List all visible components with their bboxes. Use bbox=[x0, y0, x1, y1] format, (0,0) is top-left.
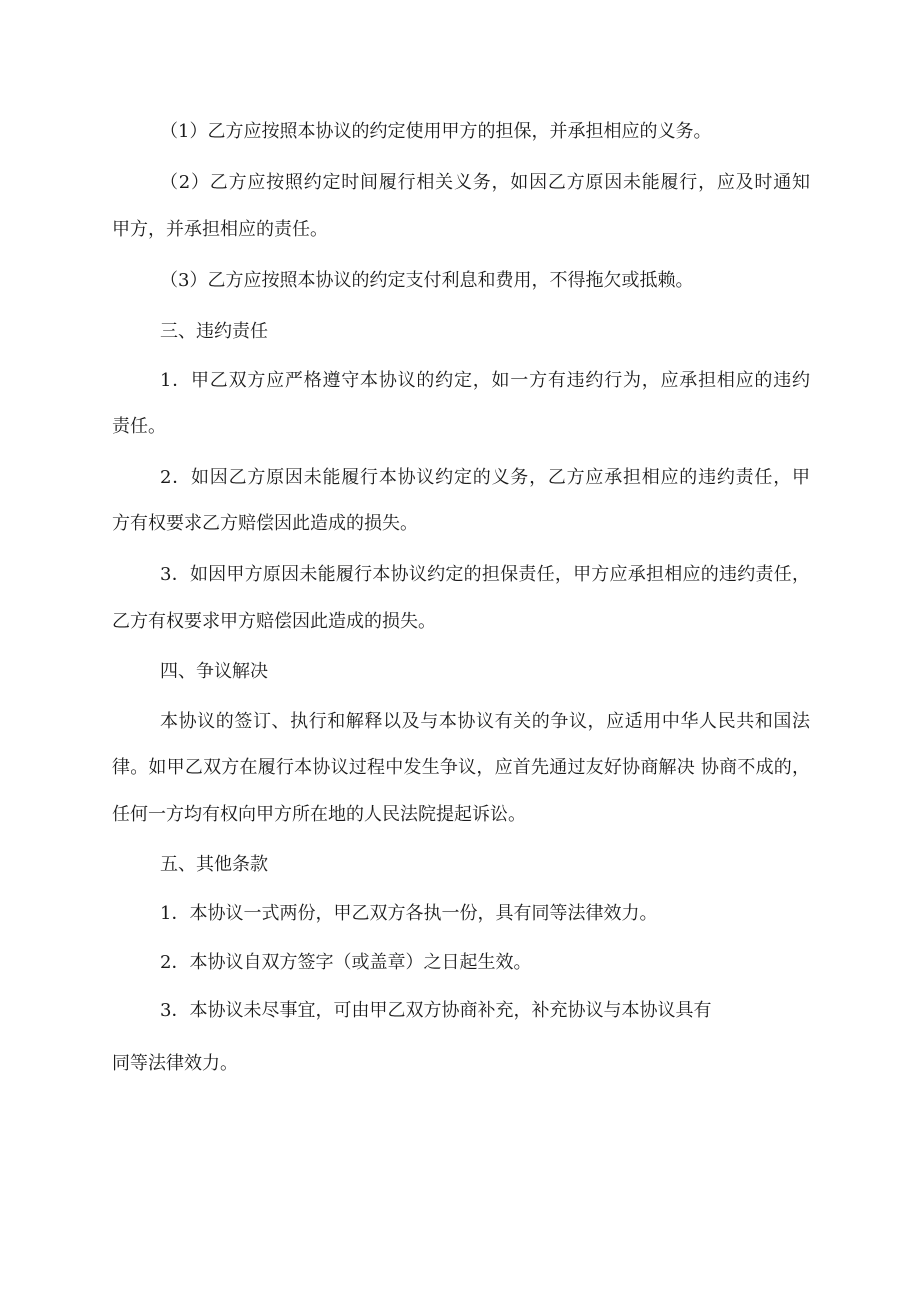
section-heading-dispute: 四、争议解决 bbox=[160, 661, 268, 682]
breach-clause-3-line-2: 乙方有权要求甲方赔偿因此造成的损失。 bbox=[112, 611, 436, 632]
section-heading-breach: 三、违约责任 bbox=[160, 321, 268, 342]
breach-clause-2-line-1: 2．如因乙方原因未能履行本协议约定的义务，乙方应承担相应的违约责任，甲 bbox=[160, 467, 810, 488]
dispute-line-3: 任何一方均有权向甲方所在地的人民法院提起诉讼。 bbox=[112, 804, 526, 825]
obligation-item-2-line-1: （2）乙方应按照约定时间履行相关义务，如因乙方原因未能履行，应及时通知 bbox=[160, 172, 810, 193]
other-clause-2: 2．本协议自双方签字（或盖章）之日起生效。 bbox=[160, 952, 532, 973]
breach-clause-1-line-2: 责任。 bbox=[112, 416, 166, 437]
other-clause-1: 1．本协议一式两份，甲乙双方各执一份，具有同等法律效力。 bbox=[160, 903, 658, 924]
breach-clause-1-line-1: 1．甲乙双方应严格遵守本协议的约定，如一方有违约行为，应承担相应的违约 bbox=[160, 370, 810, 391]
obligation-item-1: （1）乙方应按照本协议的约定使用甲方的担保，并承担相应的义务。 bbox=[160, 121, 712, 142]
dispute-line-2: 律。如甲乙双方在履行本协议过程中发生争议，应首先通过友好协商解决 协商不成的， bbox=[112, 757, 810, 778]
section-heading-other: 五、其他条款 bbox=[160, 854, 268, 875]
obligation-item-3: （3）乙方应按照本协议的约定支付利息和费用，不得拖欠或抵赖。 bbox=[160, 270, 694, 291]
other-clause-3-line-2: 同等法律效力。 bbox=[112, 1053, 238, 1074]
obligation-item-2-line-2: 甲方，并承担相应的责任。 bbox=[112, 219, 328, 240]
dispute-line-1: 本协议的签订、执行和解释以及与本协议有关的争议，应适用中华人民共和国法 bbox=[160, 711, 810, 732]
other-clause-3-line-1: 3．本协议未尽事宜，可由甲乙双方协商补充，补充协议与本协议具有 bbox=[160, 1000, 712, 1021]
breach-clause-2-line-2: 方有权要求乙方赔偿因此造成的损失。 bbox=[112, 513, 418, 534]
breach-clause-3-line-1: 3．如因甲方原因未能履行本协议约定的担保责任，甲方应承担相应的违约责任， bbox=[160, 564, 810, 585]
